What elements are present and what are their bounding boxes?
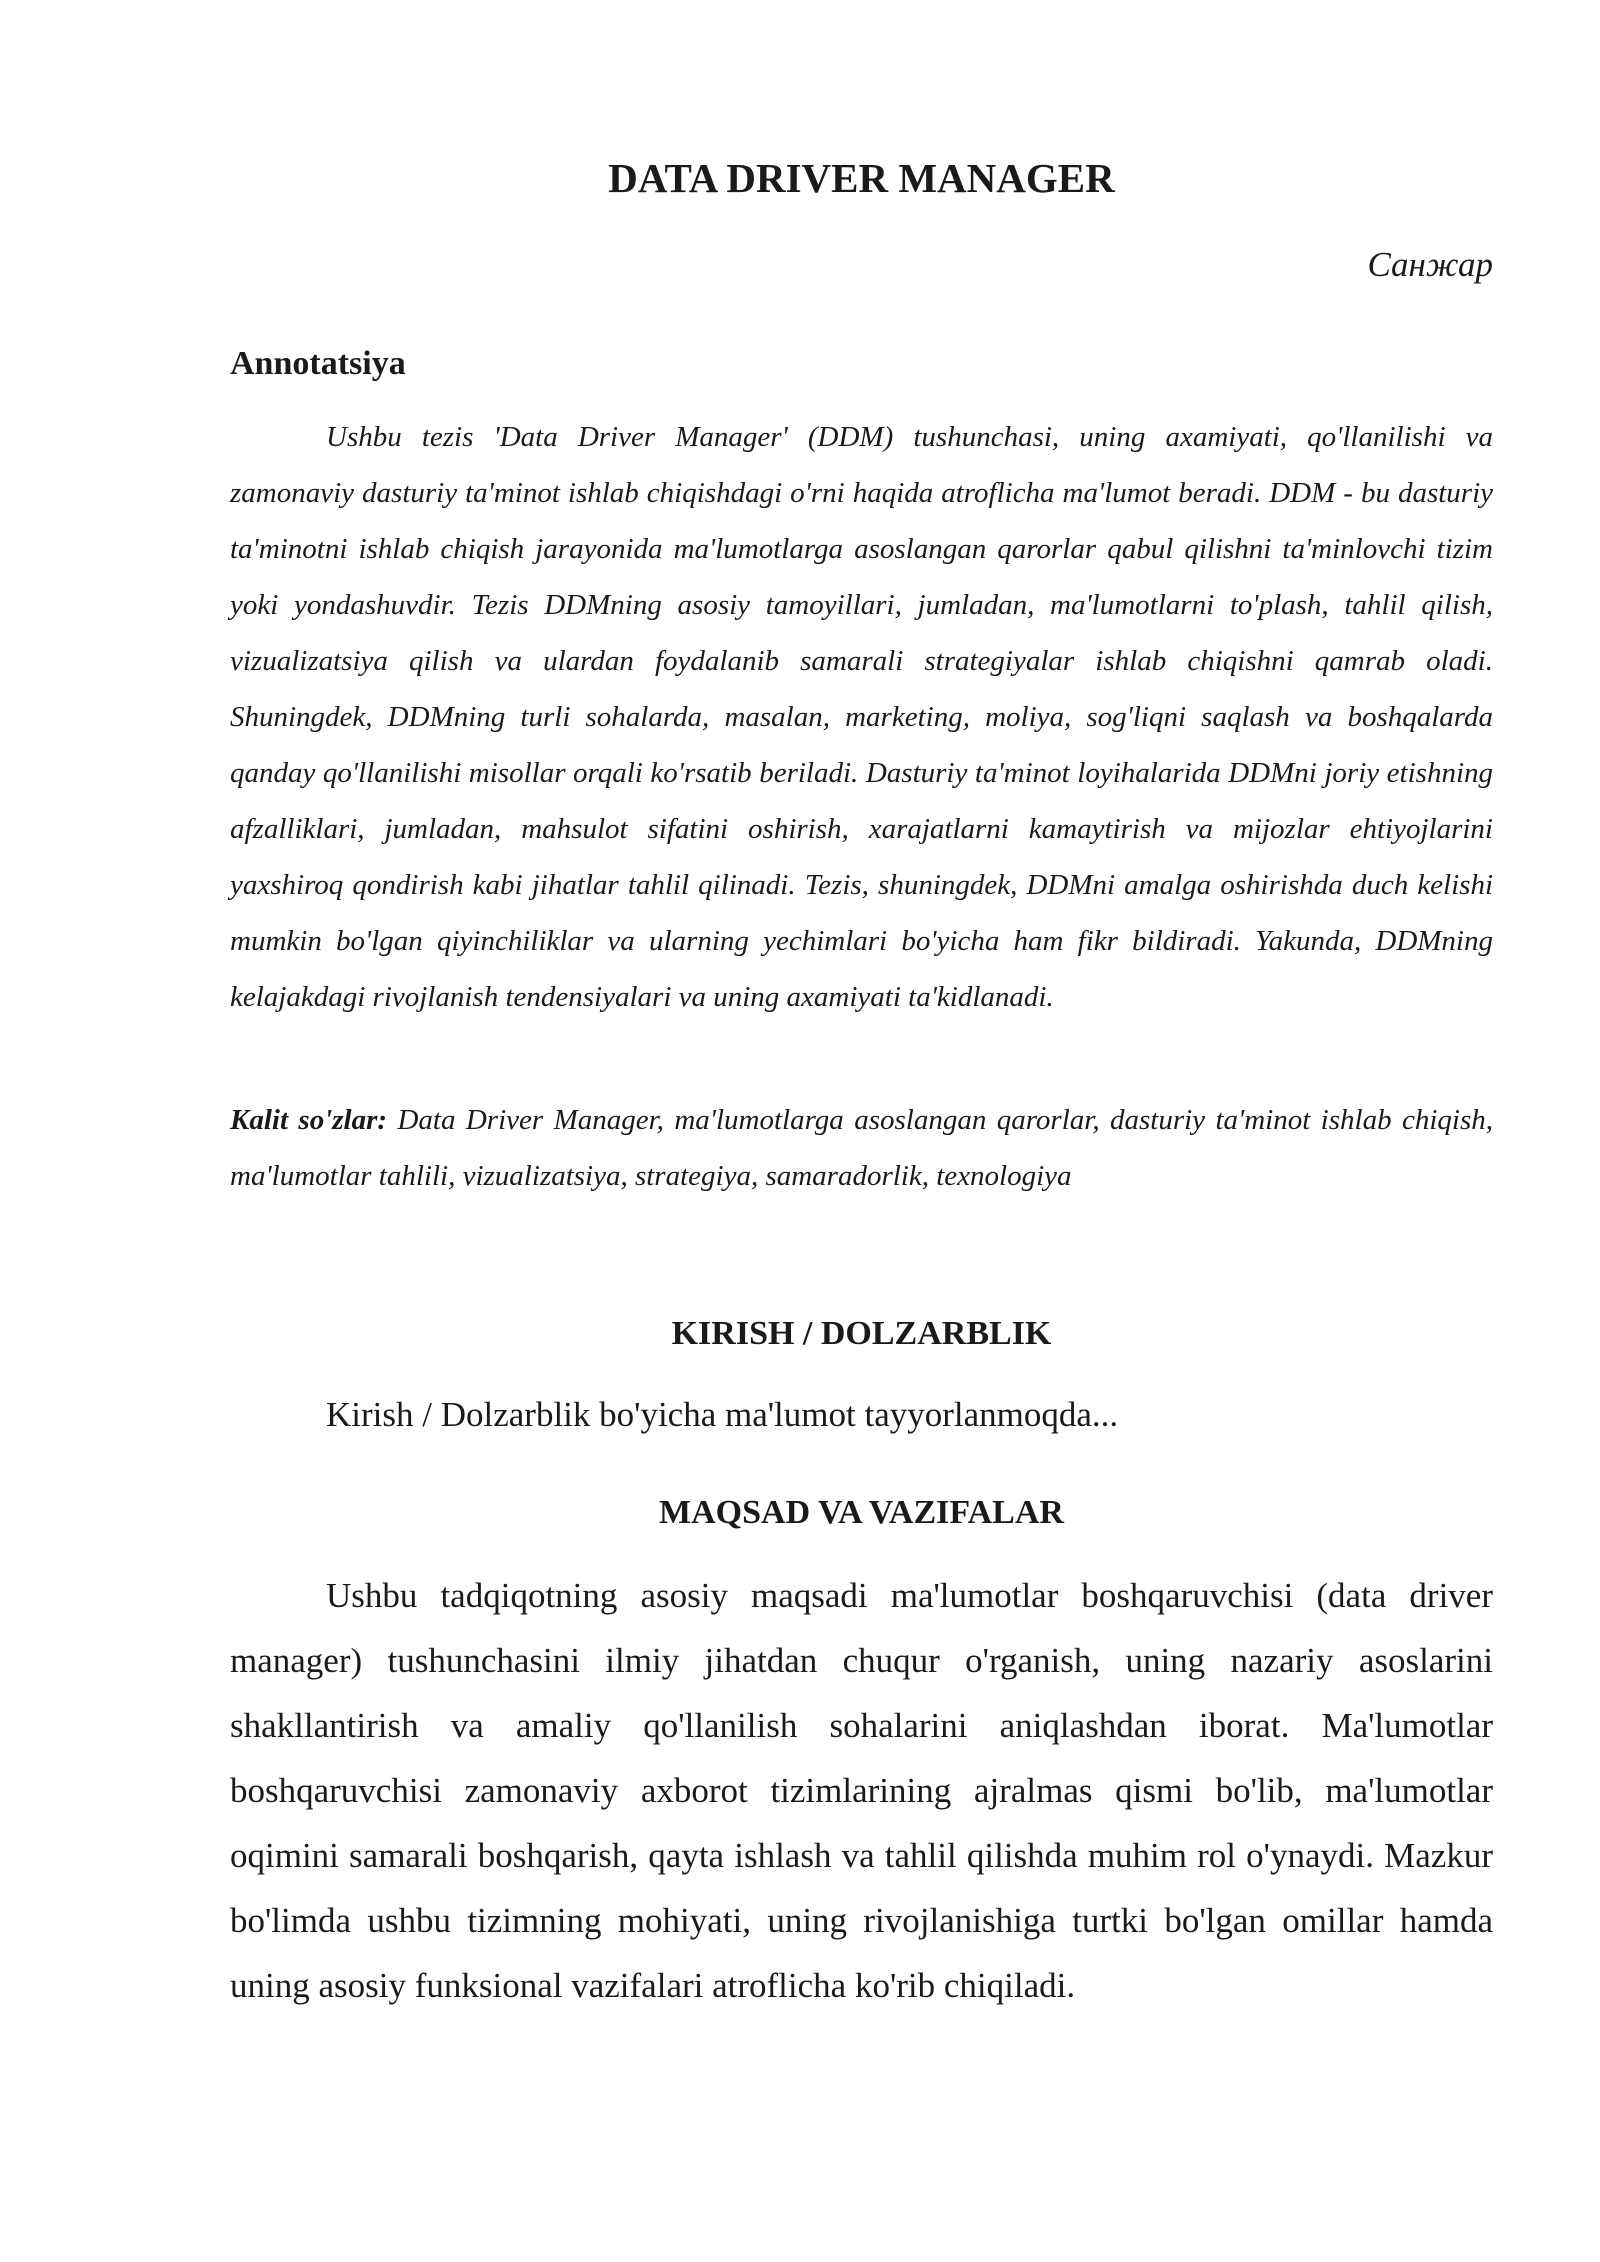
section-text-kirish: Kirish / Dolzarblik bo'yicha ma'lumot tayyorlanmoqda... [326, 1395, 1119, 1434]
document-title: DATA DRIVER MANAGER [608, 155, 1115, 201]
author-name: Санжар [1367, 245, 1493, 284]
abstract-text: Ushbu tezis 'Data Driver Manager' (DDM) tushunchasi, uning axamiyati, qo'llanilishi va zamonaviy dasturiy ta'minot ishlab chiqishdagi o'rni haqida atroflicha ma'lumot beradi. DDM - bu dasturiy ta'minotni ishlab chiqish jarayonida ma'lumotlarga asoslangan qarorlar qabul qilishni ta'minlovchi tizim yoki yondashuvdir. Tezis DDMning asosiy tamoyillari, jumladan, ma'lumotlarni to'plash, tahlil qilish, vizualizatsiya qilish va ulardan foydalanib samarali strategiyalar ishlab chiqishni qamrab oladi. Shuningdek, DDMning turli sohalarda, masalan, marketing, moliya, sog'liqni saqlash va boshqalarda qanday qo'llanilishi misollar orqali ko'rsatib beriladi. Dasturiy ta'minot loyihalarida DDMni joriy etishning afzalliklari, jumladan, mahsulot sifatini oshirish, xarajatlarni kamaytirish va mijozlar ehtiyojlarini yaxshiroq qondirish kabi jihatlar tahlil qilinadi. Tezis, shuningdek, DDMni amalga oshirishda duch kelishi mumkin bo'lgan qiyinchiliklar va ularning yechimlari bo'yicha ham fikr bildiradi. Yakunda, DDMning kelajakdagi rivojlanish tendensiyalari va uning axamiyati ta'kidlanadi. [230, 421, 1493, 1013]
keywords-text: Data Driver Manager, ma'lumotlarga asoslangan qarorlar, dasturiy ta'minot ishlab chiqish, ma'lumotlar tahlili, vizualizatsiya, strategiya, samaradorlik, texnologiya [230, 1104, 1493, 1192]
section-text-maqsad: Ushbu tadqiqotning asosiy maqsadi ma'lumotlar boshqaruvchisi (data driver manager) tushunchasini ilmiy jihatdan chuqur o'rganish, uning nazariy asoslarini shakllantirish va amaliy qo'llanilish sohalarini aniqlashdan iborat. Ma'lumotlar boshqaruvchisi zamonaviy axborot tizimlarining ajralmas qismi bo'lib, ma'lumotlar oqimini samarali boshqarish, qayta ishlash va tahlil qilishda muhim rol o'ynaydi. Mazkur bo'limda ushbu tizimning mohiyati, uning rivojlanishiga turtki bo'lgan omillar hamda uning asosiy funksional vazifalari atroflicha ko'rib chiqiladi. [230, 1576, 1493, 2005]
keywords-paragraph [230, 1092, 1493, 1204]
abstract-heading: Annotatsiya [230, 345, 406, 382]
section-heading-kirish: KIRISH / DOLZARBLIK [671, 1315, 1052, 1352]
keywords-label: Kalit so'zlar: [230, 1104, 388, 1136]
section-heading-maqsad: MAQSAD VA VAZIFALAR [659, 1494, 1064, 1531]
